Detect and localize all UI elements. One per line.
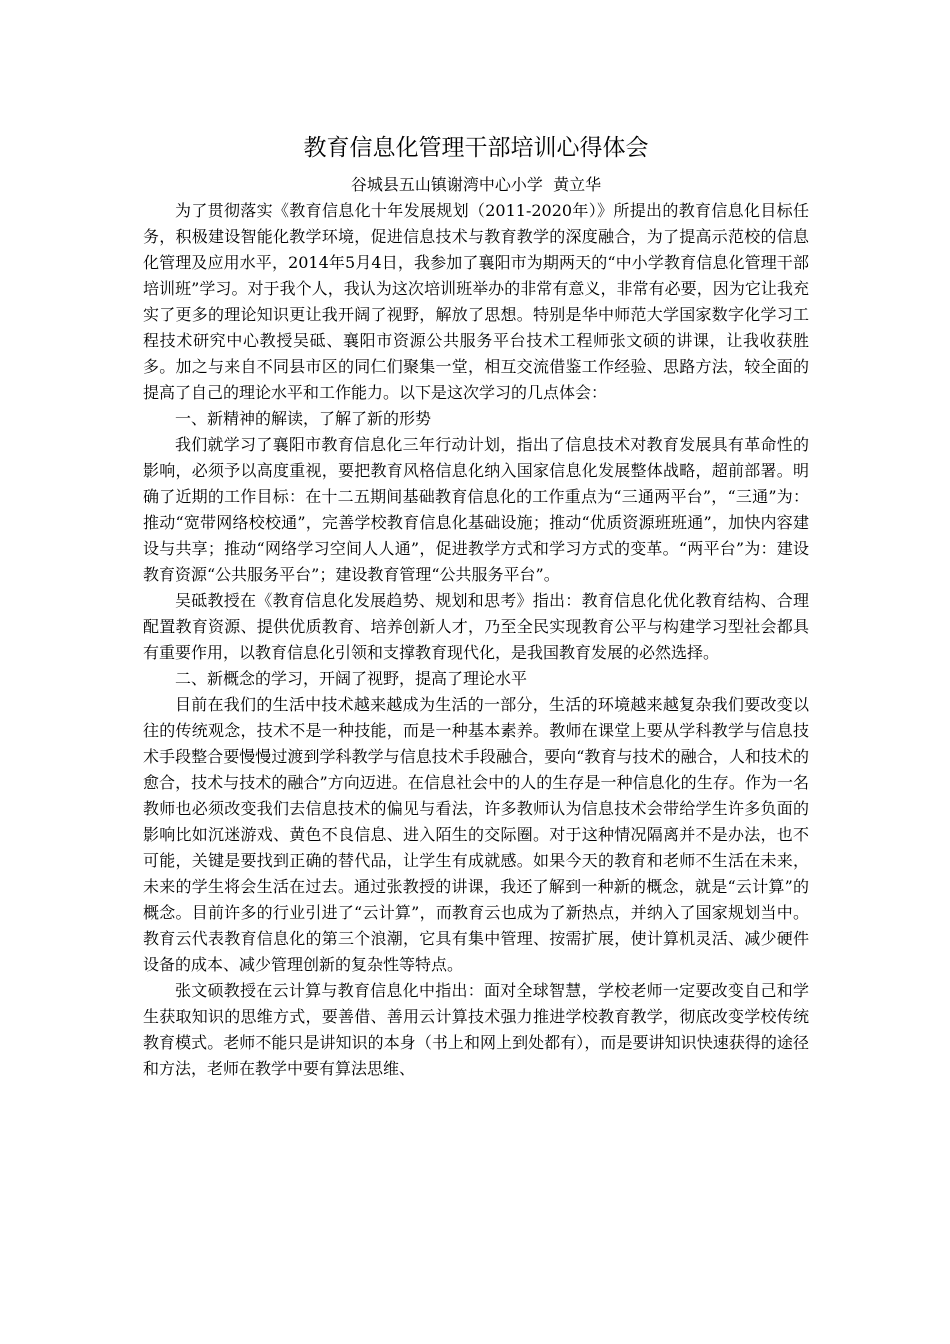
section-heading-2: 二、新概念的学习，开阔了视野，提高了理论水平 (175, 669, 528, 688)
document-title: 教育信息化管理干部培训心得体会 (303, 135, 649, 161)
paragraph: 目前在我们的生活中技术越来越成为生活的一部分，生活的环境越来越复杂我们要改变以往的传统观念，技术不是一种技能，而是一种基本素养。教师在课堂上要从学科教学与信息技术手段整合要慢慢过渡到学科教学与信息技术手段融合，要向“教育与技术的融合，人和技术的愈合，技术与技术的融合”方向迈进。在信息社会中的人的生存是一种信息化的生存。作为一名教师也必须改变我们去信息技术的偏见与看法，许多教师认为信息技术会带给学生许多负面的影响比如沉迷游戏、黄色不良信息、进入陌生的交际圈。对于这种情况隔离并不是办法，也不可能，关键是要找到正确的替代品，让学生有成就感。如果今天的教育和老师不生活在未来，未来的学生将会生活在过去。通过张教授的讲课，我还了解到一种新的概念，就是“云计算”的概念。目前许多的行业引进了“云计算”，而教育云也成为了新热点，并纳入了国家规划当中。教育云代表教育信息化的第三个浪潮，它具有集中管理、按需扩展，使计算机灵活、减少硬件设备的成本、减少管理创新的复杂性等特点。 (143, 695, 809, 974)
paragraph: 张文硕教授在云计算与教育信息化中指出：面对全球智慧，学校老师一定要改变自己和学生获取知识的思维方式，要善借、善用云计算技术强力推进学校教育教学，彻底改变学校传统教育模式。老师不能只是讲知识的本身（书上和网上到处都有），而是要讲知识快速获得的途径和方法，老师在教学中要有算法思维、 (143, 981, 809, 1078)
paragraph-intro: 为了贯彻落实《教育信息化十年发展规划（2011-2020年）》所提出的教育信息化目标任务，积极建设智能化教学环境，促进信息技术与教育教学的深度融合，为了提高示范校的信息化管理及应用水平，2014年5月4日，我参加了襄阳市为期两天的“中小学教育信息化管理干部培训班”学习。对于我个人，我认为这次培训班举办的非常有意义，非常有必要，因为它让我充实了更多的理论知识更让我开阔了视野，解放了思想。特别是华中师范大学国家数字化学习工程技术研究中心教授吴砥、襄阳市资源公共服务平台技术工程师张文硕的讲课，让我收获胜多。加之与来自不同县市区的同仁们聚集一堂，相互交流借鉴工作经验、思路方法，较全面的提高了自己的理论水平和工作能力。以下是这次学习的几点体会： (143, 201, 809, 402)
section-heading-1: 一、新精神的解读，了解了新的形势 (175, 409, 432, 428)
document-author: 谷城县五山镇谢湾中心小学 黄立华 (350, 175, 602, 194)
paragraph: 吴砥教授在《教育信息化发展趋势、规划和思考》指出：教育信息化优化教育结构、合理配置教育资源、提供优质教育、培养创新人才，乃至全民实现教育公平与构建学习型社会都具有重要作用，以教育信息化引领和支撑教育现代化，是我国教育发展的必然选择。 (143, 591, 809, 662)
paragraph: 我们就学习了襄阳市教育信息化三年行动计划，指出了信息技术对教育发展具有革命性的影响，必须予以高度重视，要把教育风格信息化纳入国家信息化发展整体战略，超前部署。明确了近期的工作目标：在十二五期间基础教育信息化的工作重点为“三通两平台”，“三通”为：推动“宽带网络校校通”，完善学校教育信息化基础设施；推动“优质资源班班通”，加快内容建设与共享；推动“网络学习空间人人通”，促进教学方式和学习方式的变革。“两平台”为：建设教育资源“公共服务平台”；建设教育管理“公共服务平台”。 (143, 435, 809, 584)
document-page (143, 128, 809, 1082)
